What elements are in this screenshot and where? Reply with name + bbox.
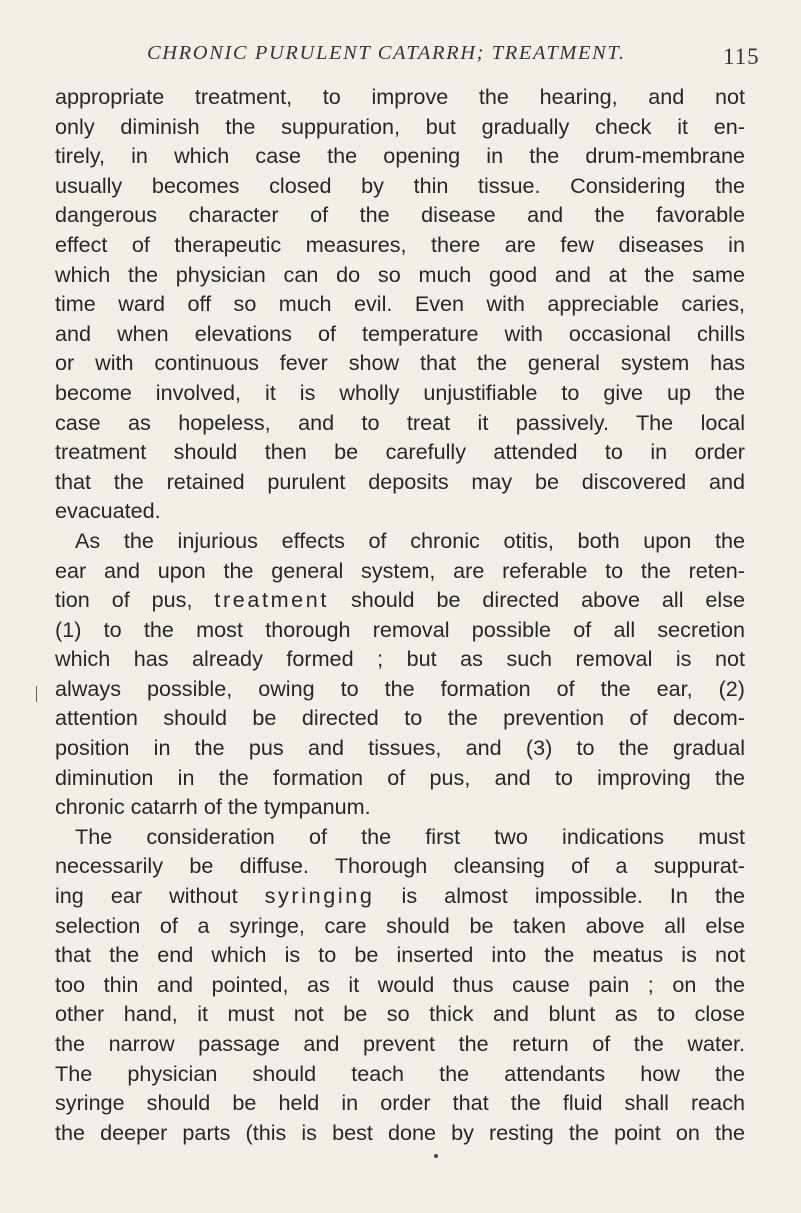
text-line: necessarily be diffuse. Thorough cleansing of a suppurat-	[55, 853, 745, 879]
text-fragment: is almost impossible. In the	[401, 883, 745, 909]
text-line: chronic catarrh of the tympanum.	[55, 794, 371, 820]
paragraph-1	[55, 82, 745, 526]
emphasized-term: treatment	[214, 587, 330, 613]
body-text	[55, 82, 745, 1147]
text-line: the narrow passage and prevent the return of the water.	[55, 1031, 745, 1056]
text-line: that the end which is to be inserted into the meatus is not	[55, 942, 745, 968]
page-number: 115	[723, 44, 760, 69]
text-fragment: tion of pus,	[55, 587, 193, 613]
text-line: which has already formed ; but as such removal is not	[55, 646, 745, 672]
ink-dot	[434, 1154, 438, 1158]
text-line: As the injurious effects of chronic otitis, both upon the	[75, 527, 745, 553]
paragraph-3	[55, 822, 745, 1148]
text-line: appropriate treatment, to improve the hearing, and not	[55, 84, 745, 109]
text-line: time ward off so much evil. Even with appreciable caries,	[55, 291, 745, 317]
text-line: (1) to the most thorough removal possible of all secretion	[55, 616, 745, 642]
text-line: diminution in the formation of pus, and to improving the	[55, 764, 745, 790]
margin-mark	[36, 686, 37, 702]
text-line: which the physician can do so much good and at the same	[55, 261, 745, 287]
text-line: effect of therapeutic measures, there are few diseases in	[55, 231, 745, 257]
text-line: dangerous character of the disease and the favorable	[55, 202, 745, 228]
text-line: become involved, it is wholly unjustifiable to give up the	[55, 379, 745, 405]
text-line: evacuated.	[55, 498, 161, 524]
text-line: or with continuous fever show that the general system has	[55, 350, 745, 376]
text-line: the deeper parts (this is best done by resting the point on the	[55, 1119, 745, 1145]
text-line	[55, 585, 745, 615]
text-line: that the retained purulent deposits may be discovered and	[55, 468, 745, 494]
text-line: other hand, it must not be so thick and blunt as to close	[55, 1001, 745, 1027]
text-line: ear and upon the general system, are referable to the reten-	[55, 557, 745, 583]
text-line: attention should be directed to the prevention of decom-	[55, 705, 745, 731]
page-header	[0, 38, 801, 78]
text-fragment: should be directed above all else	[350, 587, 745, 613]
text-line: selection of a syringe, care should be taken above all else	[55, 912, 745, 938]
text-line: The consideration of the first two indications must	[75, 823, 745, 849]
text-line: position in the pus and tissues, and (3) to the gradual	[55, 735, 745, 761]
text-fragment: ing ear without	[55, 883, 238, 909]
text-line: only diminish the suppuration, but gradually check it en-	[55, 113, 745, 139]
paragraph-2	[55, 526, 745, 822]
text-line: tirely, in which case the opening in the drum-membrane	[55, 143, 745, 169]
text-line: usually becomes closed by thin tissue. Considering the	[55, 172, 745, 198]
text-line: treatment should then be carefully attended to in order	[55, 439, 745, 465]
text-line: too thin and pointed, as it would thus cause pain ; on the	[55, 971, 745, 997]
text-line: syringe should be held in order that the fluid shall reach	[55, 1090, 745, 1116]
running-head: CHRONIC PURULENT CATARRH; TREATMENT.	[147, 42, 626, 64]
text-line: The physician should teach the attendants how the	[55, 1060, 745, 1086]
emphasized-term: syringing	[264, 883, 375, 909]
text-line	[55, 881, 745, 911]
text-line: case as hopeless, and to treat it passively. The local	[55, 409, 745, 435]
text-line: always possible, owing to the formation of the ear, (2)	[55, 675, 745, 701]
text-line: and when elevations of temperature with occasional chills	[55, 320, 745, 346]
